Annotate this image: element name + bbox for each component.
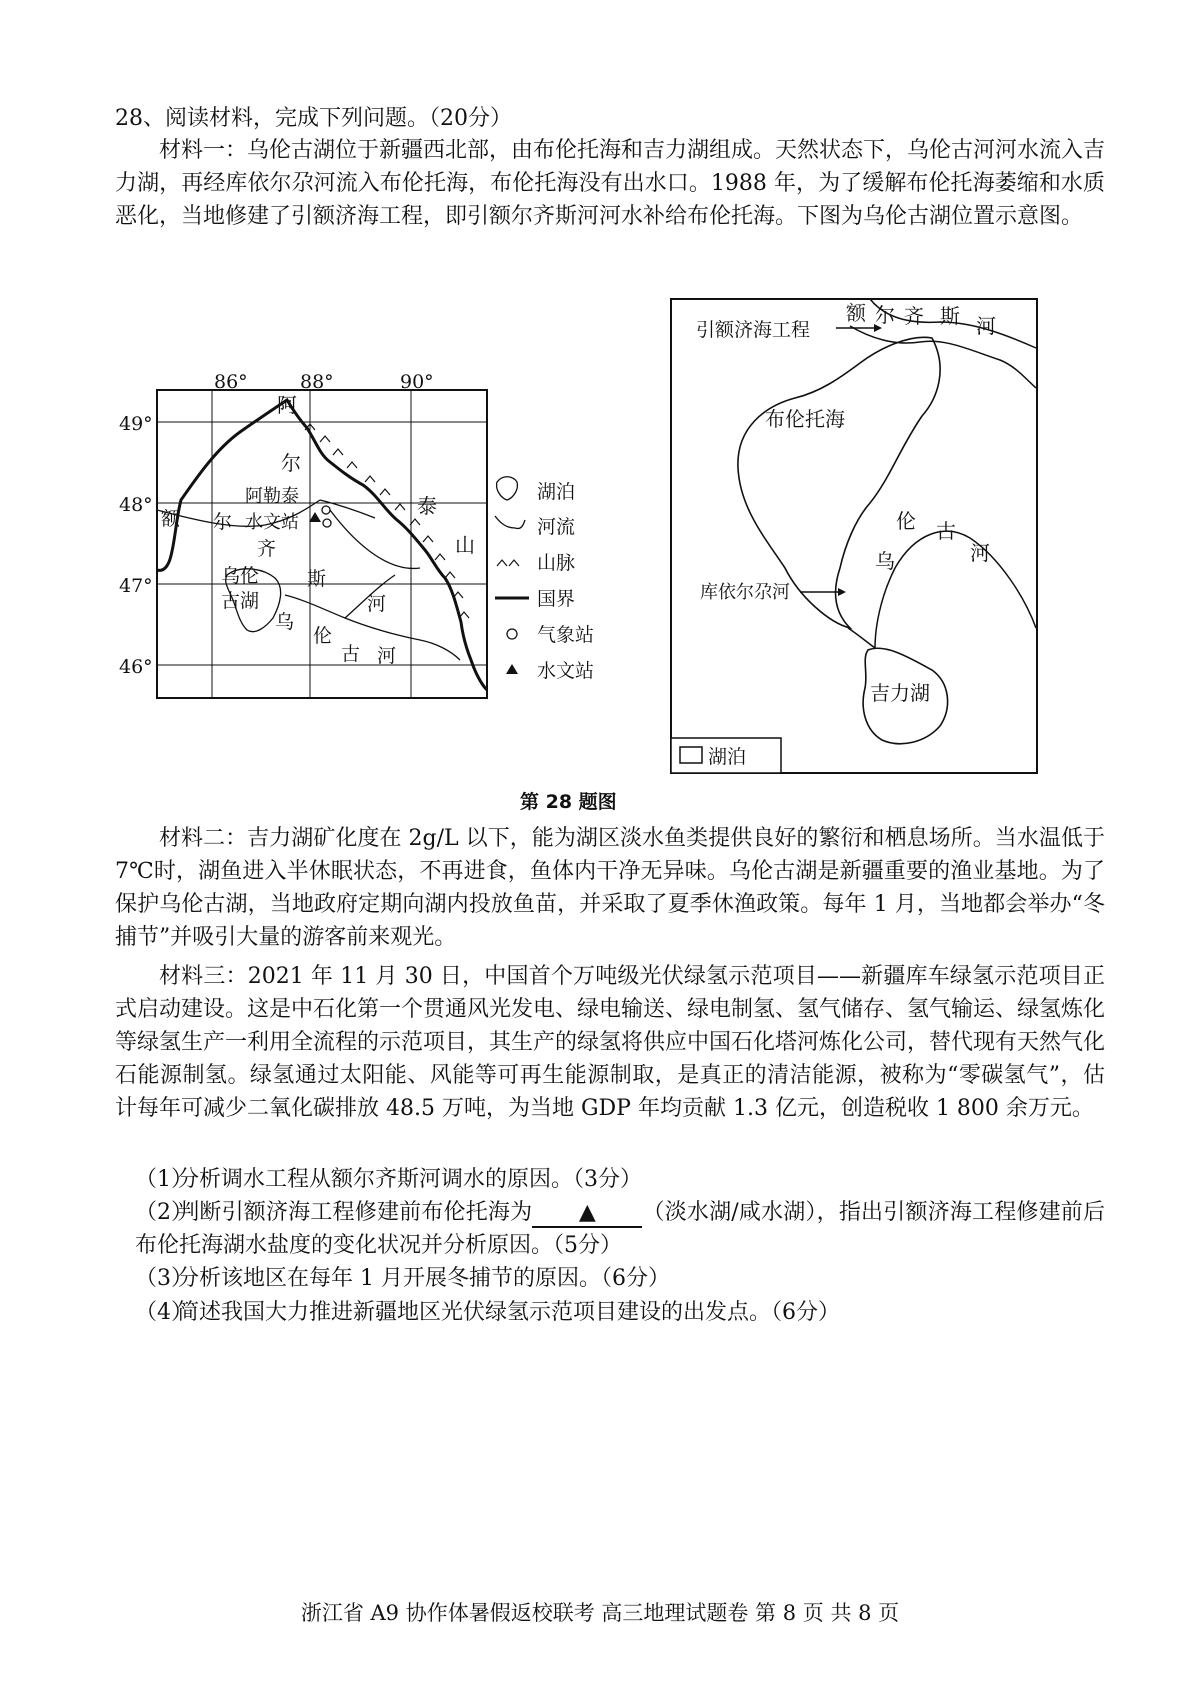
label-jili-lake: 吉力湖 xyxy=(870,681,930,705)
left-map-legend xyxy=(495,477,594,682)
lake-icon xyxy=(497,477,518,500)
sub-question-3-text: 分析该地区在每年 1 月开展冬捕节的原因。（6分） xyxy=(177,1266,670,1291)
label-r-irtysh-er: 尔 xyxy=(875,303,895,327)
label-altai-shan: 山 xyxy=(455,533,475,557)
sub-question-1 xyxy=(135,1163,1105,1196)
material-one: 材料一：乌伦古湖位于新疆西北部，由布伦托海和吉力湖组成。天然状态下，乌伦古河河水流入吉力湖，再经库依尔尕河流入布伦托海，布伦托海没有出水口。1988 年，为了缓解布伦托海萎缩和水质恶化，当地修建了引额济海工程，即引额尔齐斯河河水补给布伦托海。下图为乌伦古湖位置示意图。 xyxy=(115,138,1106,229)
label-r-irtysh-e: 额 xyxy=(846,301,866,325)
sub-question-2-text-before: 判断引额济海工程修建前布伦托海为 xyxy=(177,1200,533,1225)
label-r-irtysh-si: 斯 xyxy=(940,304,960,328)
sub-question-1-text: 分析调水工程从额尔齐斯河调水的原因。（3分） xyxy=(177,1167,642,1192)
sub-question-4-label: （4） xyxy=(135,1300,193,1325)
ulungur-river-west-bank xyxy=(875,531,1036,648)
legend-label-weather: 气象站 xyxy=(537,624,595,646)
graticule xyxy=(157,390,487,698)
label-r-irtysh-he: 河 xyxy=(976,314,996,338)
label-r-ulungur-he: 河 xyxy=(970,541,990,565)
label-r-ulungur-gu: 古 xyxy=(936,519,956,543)
legend-label-mountain: 山脉 xyxy=(537,552,576,574)
sub-question-2-text-after: （淡水湖/咸水湖），指出引额济海工程修建前后布伦托海湖水盐度的变化状况并分析原因。（5分） xyxy=(135,1200,1105,1258)
sub-question-2-label: （2） xyxy=(135,1200,193,1225)
label-irtysh-he: 河 xyxy=(367,593,387,615)
river-icon xyxy=(495,516,525,529)
right-map-frame xyxy=(671,299,1037,773)
lon-label-88: 88° xyxy=(300,371,334,393)
label-altai-tai: 泰 xyxy=(417,494,437,518)
label-project: 引额济海工程 xyxy=(696,319,811,341)
lat-label-49: 49° xyxy=(119,413,153,435)
label-altai-a: 阿 xyxy=(277,393,297,417)
label-station: 水文站 xyxy=(245,512,299,533)
lat-label-46: 46° xyxy=(119,656,153,678)
mountain-icon xyxy=(497,560,519,566)
label-irtysh-e: 额 xyxy=(161,508,181,530)
figure-caption: 第 28 题图 xyxy=(520,791,617,813)
lon-label-90: 90° xyxy=(400,371,434,393)
label-r-ulungur-wu: 乌 xyxy=(875,549,895,573)
label-ulungur-river-he: 河 xyxy=(377,645,397,667)
lake-detail-map-right xyxy=(670,298,1040,778)
lat-label-47: 47° xyxy=(119,575,153,597)
label-irtysh-qi: 齐 xyxy=(257,538,277,560)
lat-label-48: 48° xyxy=(119,494,153,516)
material-two: 材料二：吉力湖矿化度在 2g/L 以下，能为湖区淡水鱼类提供良好的繁衍和栖息场所。当水温低于 7℃时，湖鱼进入半休眠状态，不再进食，鱼体内干净无异味。乌伦古湖是新疆重要的渔业基地。为了保护乌伦古湖，当地政府定期向湖内投放鱼苗，并采取了夏季休渔政策。每年 1 月，当地都会举办“冬捕节”并吸引大量的游客前来观光。 xyxy=(115,826,1105,950)
legend-label-lake: 湖泊 xyxy=(537,481,576,503)
sub-question-4 xyxy=(135,1296,1105,1329)
material-three: 材料三：2021 年 11 月 30 日，中国首个万吨级光伏绿氢示范项目——新疆库车绿氢示范项目正式启动建设。这是中石化第一个贯通风光发电、绿电输送、绿电制氢、氢气储存、氢气输运、绿氢炼化等绿氢生产一利用全流程的示范项目，其生产的绿氢将供应中国石化塔河炼化公司，替代现有天然气化石能源制氢。绿氢通过太阳能、风能等可再生能源制取，是真正的清洁能源，被称为“零碳氢气”，估计每年可减少二氧化碳排放 48.5 万吨，为当地 GDP 年均贡献 1.3 亿元，创造税收 1 800 余万元。 xyxy=(115,964,1106,1121)
location-map-left xyxy=(115,360,615,700)
label-irtysh-er: 尔 xyxy=(213,511,233,533)
label-ulungur-river-wu: 乌 xyxy=(275,611,295,633)
weather-station-marker-2 xyxy=(323,519,331,527)
label-kuyi-river: 库依尔尕河 xyxy=(700,582,790,603)
sub-question-4-text: 简述我国大力推进新疆地区光伏绿氢示范项目建设的出发点。（6分） xyxy=(177,1300,840,1325)
label-r-irtysh-qi: 齐 xyxy=(904,304,924,328)
sub-question-2 xyxy=(135,1196,1105,1262)
right-legend-label: 湖泊 xyxy=(708,746,747,768)
page-footer: 浙江省 A9 协作体暑假返校联考 高三地理试题卷 第 8 页 共 8 页 xyxy=(300,1601,900,1625)
hydrological-station-icon xyxy=(506,664,518,674)
label-altai-er: 尔 xyxy=(281,451,301,475)
label-irtysh-si: 斯 xyxy=(307,568,327,590)
kuyi-river xyxy=(848,628,875,648)
lon-label-86: 86° xyxy=(214,371,248,393)
legend-label-river: 河流 xyxy=(537,516,576,538)
label-ulungur-river-gu: 古 xyxy=(341,643,361,665)
irtysh-river-south-bank xyxy=(850,326,1036,388)
answer-blank[interactable]: ▲ xyxy=(532,1200,642,1228)
sub-question-3 xyxy=(135,1262,1105,1295)
label-r-ulungur-lun: 伦 xyxy=(896,509,916,533)
label-bulun-tohai: 布伦托海 xyxy=(765,407,845,431)
hydro-station-marker xyxy=(309,512,321,522)
weather-station-marker-1 xyxy=(322,506,330,514)
weather-station-icon xyxy=(507,629,517,639)
question-title: 28、阅读材料，完成下列问题。（20分） xyxy=(115,106,512,131)
label-ulungur-lake-1: 乌伦 xyxy=(221,565,260,587)
label-ulungur-lake-2: 古湖 xyxy=(221,590,260,612)
left-map-frame xyxy=(157,390,487,698)
legend-label-hydro: 水文站 xyxy=(537,660,595,682)
sub-question-1-label: （1） xyxy=(135,1167,193,1192)
legend-label-border: 国界 xyxy=(537,588,576,610)
sub-question-3-label: （3） xyxy=(135,1266,193,1291)
kuyi-arrow-head xyxy=(838,588,846,596)
label-altay-city: 阿勒泰 xyxy=(245,486,299,507)
label-ulungur-river-lun: 伦 xyxy=(313,625,333,647)
